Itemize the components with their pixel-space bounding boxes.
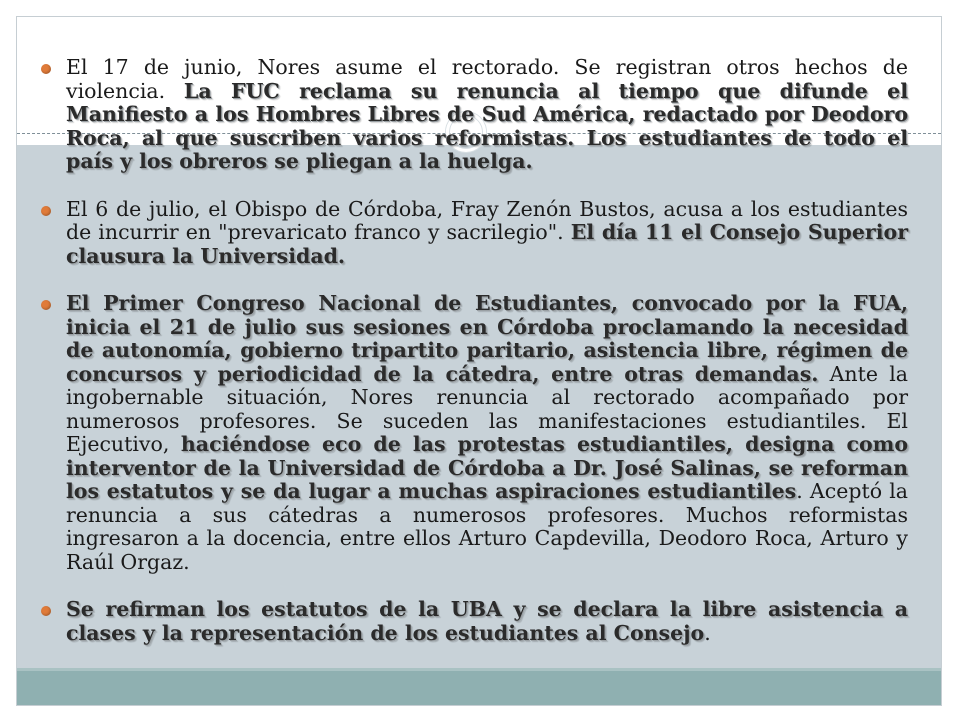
bullet-text-segment-bold: El día 11 el Consejo Superior clausura la Universidad. [66, 220, 908, 268]
bullet-text-segment-bold: Se refirman los estatutos de la UBA y se declara la libre asistencia a clases y la representación de los estudiantes al Consejo [66, 597, 908, 645]
bullet-item [38, 598, 908, 645]
bullet-text-segment: Ante la ingobernable situación, Nores renuncia al rectorado acompañado por numerosos profesores. Se suceden las manifestaciones estudiantiles. El Ejecutivo, [66, 361, 908, 456]
bullet-item [38, 198, 908, 269]
bullet-text-segment: . Aceptó la renuncia a sus cátedras a numerosos profesores. Muchos reformistas ingresaron a la docencia, entre ellos Arturo Capdevilla, Deodoro Roca, Arturo y Raúl Orgaz. [66, 479, 909, 574]
bullet-text-segment-bold: haciéndose eco de las protestas estudiantiles, designa como interventor de la Universidad de Córdoba a Dr. José Salinas, se reforman los estatutos y se da lugar a muchas aspiraciones estudiantiles [66, 432, 909, 503]
bullet-dot-icon [41, 206, 51, 216]
bullet-text-segment-bold: La FUC reclama su renuncia al tiempo que difunde el Manifiesto a los Hombres Libres de Sud América, redactado por Deodoro Roca, al que suscriben varios reformistas. Los estudiantes de todo el país y los obreros se pliegan a la huelga. [66, 78, 908, 173]
bullet-text-segment: El 17 de junio, Nores asume el rectorado. Se registran otros hechos de violencia. [66, 55, 908, 103]
bullet-item [38, 292, 908, 574]
bullet-text-segment: El 6 de julio, el Obispo de Córdoba, Fray Zenón Bustos, acusa a los estudiantes de incurrir en "prevaricato franco y sacrilegio". [66, 196, 908, 244]
bullet-text-segment-bold: El Primer Congreso Nacional de Estudiantes, convocado por la FUA, inicia el 21 de julio sus sesiones en Córdoba proclamando la necesidad de autonomía, gobierno tripartito paritario, asistencia libre, régimen de concursos y periodicidad de la cátedra, entre otras demandas. [66, 291, 908, 386]
bullet-dot-icon [41, 300, 51, 310]
bullet-dot-icon [41, 606, 51, 616]
bullet-text-segment: . [704, 620, 711, 645]
bullet-list [38, 56, 908, 669]
bullet-dot-icon [41, 64, 51, 74]
bullet-item [38, 56, 908, 174]
